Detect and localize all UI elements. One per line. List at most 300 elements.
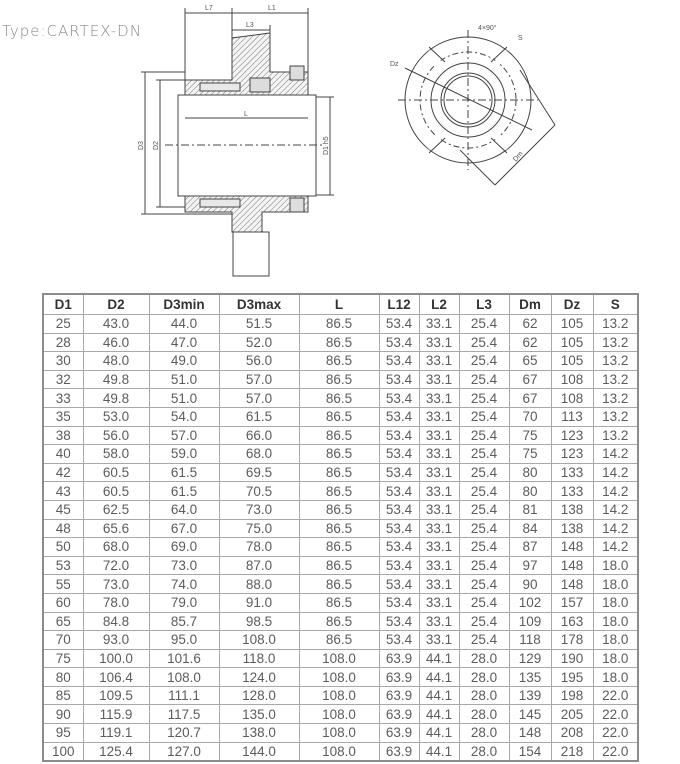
cell-dz: 133 bbox=[551, 482, 593, 501]
cell-dz: 138 bbox=[551, 519, 593, 538]
cell-d2: 46.0 bbox=[83, 333, 149, 352]
cell-l: 86.5 bbox=[299, 631, 379, 650]
cell-d3max: 52.0 bbox=[219, 333, 299, 352]
technical-drawing bbox=[0, 0, 680, 290]
table-row bbox=[43, 705, 638, 724]
cell-d3max: 128.0 bbox=[219, 686, 299, 705]
cell-l2: 44.1 bbox=[419, 649, 459, 668]
cell-d3min: 127.0 bbox=[149, 742, 219, 761]
cell-d3max: 91.0 bbox=[219, 593, 299, 612]
cell-d3max: 108.0 bbox=[219, 631, 299, 650]
cell-dz: 105 bbox=[551, 315, 593, 334]
cell-dz: 148 bbox=[551, 575, 593, 594]
cell-d3min: 51.0 bbox=[149, 389, 219, 408]
cell-d2: 68.0 bbox=[83, 538, 149, 557]
cell-l12: 53.4 bbox=[379, 352, 419, 371]
cell-l: 86.5 bbox=[299, 445, 379, 464]
cell-l12: 53.4 bbox=[379, 426, 419, 445]
cell-d3min: 44.0 bbox=[149, 315, 219, 334]
cell-d1: 80 bbox=[43, 668, 83, 687]
cell-l2: 33.1 bbox=[419, 315, 459, 334]
cell-d3max: 57.0 bbox=[219, 370, 299, 389]
cell-l: 86.5 bbox=[299, 538, 379, 557]
cell-d2: 65.6 bbox=[83, 519, 149, 538]
cell-d1: 28 bbox=[43, 333, 83, 352]
cell-l12: 53.4 bbox=[379, 445, 419, 464]
cell-l: 86.5 bbox=[299, 389, 379, 408]
cell-s: 22.0 bbox=[593, 705, 638, 724]
cell-l: 86.5 bbox=[299, 333, 379, 352]
column-header-dm: Dm bbox=[509, 294, 551, 315]
cell-dz: 105 bbox=[551, 352, 593, 371]
cell-d3max: 144.0 bbox=[219, 742, 299, 761]
cell-l12: 53.4 bbox=[379, 593, 419, 612]
angle-note-label: 4×90° bbox=[478, 25, 497, 32]
cell-d2: 72.0 bbox=[83, 556, 149, 575]
cell-d2: 60.5 bbox=[83, 482, 149, 501]
cell-dm: 118 bbox=[509, 631, 551, 650]
cell-d2: 84.8 bbox=[83, 612, 149, 631]
cell-d3min: 74.0 bbox=[149, 575, 219, 594]
cell-s: 18.0 bbox=[593, 593, 638, 612]
cell-d3min: 120.7 bbox=[149, 724, 219, 743]
cell-dz: 163 bbox=[551, 612, 593, 631]
cell-l12: 53.4 bbox=[379, 556, 419, 575]
table-row bbox=[43, 631, 638, 650]
cell-d1: 40 bbox=[43, 445, 83, 464]
cell-d1: 32 bbox=[43, 370, 83, 389]
cell-d2: 73.0 bbox=[83, 575, 149, 594]
section-view bbox=[141, 8, 334, 276]
cell-dm: 75 bbox=[509, 426, 551, 445]
cell-d3max: 73.0 bbox=[219, 500, 299, 519]
cell-l12: 63.9 bbox=[379, 668, 419, 687]
cell-dm: 154 bbox=[509, 742, 551, 761]
cell-dz: 208 bbox=[551, 724, 593, 743]
dim-l3-label: L3 bbox=[246, 22, 254, 29]
cell-dz: 148 bbox=[551, 556, 593, 575]
cell-d1: 30 bbox=[43, 352, 83, 371]
cell-l12: 53.4 bbox=[379, 519, 419, 538]
table-row bbox=[43, 686, 638, 705]
cell-dz: 138 bbox=[551, 500, 593, 519]
cell-l3: 25.4 bbox=[459, 519, 509, 538]
cell-dm: 87 bbox=[509, 538, 551, 557]
cell-d3max: 118.0 bbox=[219, 649, 299, 668]
cell-s: 18.0 bbox=[593, 556, 638, 575]
cell-d3max: 98.5 bbox=[219, 612, 299, 631]
cell-d2: 48.0 bbox=[83, 352, 149, 371]
cell-d2: 53.0 bbox=[83, 407, 149, 426]
table-row bbox=[43, 463, 638, 482]
cell-d2: 49.8 bbox=[83, 389, 149, 408]
column-header-l12: L12 bbox=[379, 294, 419, 315]
cell-d3min: 108.0 bbox=[149, 668, 219, 687]
cell-dz: 123 bbox=[551, 426, 593, 445]
cell-l: 108.0 bbox=[299, 724, 379, 743]
column-header-l: L bbox=[299, 294, 379, 315]
cell-d2: 106.4 bbox=[83, 668, 149, 687]
cell-dm: 90 bbox=[509, 575, 551, 594]
cell-l: 108.0 bbox=[299, 668, 379, 687]
cell-d2: 49.8 bbox=[83, 370, 149, 389]
cell-dm: 135 bbox=[509, 668, 551, 687]
cell-dm: 62 bbox=[509, 333, 551, 352]
cell-l3: 25.4 bbox=[459, 612, 509, 631]
cell-d3max: 66.0 bbox=[219, 426, 299, 445]
cell-d3min: 54.0 bbox=[149, 407, 219, 426]
column-header-d3max: D3max bbox=[219, 294, 299, 315]
cell-l3: 28.0 bbox=[459, 668, 509, 687]
cell-l2: 33.1 bbox=[419, 500, 459, 519]
cell-dz: 113 bbox=[551, 407, 593, 426]
cell-dm: 109 bbox=[509, 612, 551, 631]
cell-l: 108.0 bbox=[299, 742, 379, 761]
cell-dm: 75 bbox=[509, 445, 551, 464]
cell-s: 18.0 bbox=[593, 612, 638, 631]
cell-d1: 95 bbox=[43, 724, 83, 743]
cell-dz: 123 bbox=[551, 445, 593, 464]
cell-s: 14.2 bbox=[593, 445, 638, 464]
cell-d3min: 51.0 bbox=[149, 370, 219, 389]
dim-l-label: L bbox=[244, 111, 248, 118]
cell-l2: 33.1 bbox=[419, 445, 459, 464]
cell-l12: 53.4 bbox=[379, 463, 419, 482]
dim-d1-label: D1 h5 bbox=[323, 136, 330, 155]
cell-l12: 63.9 bbox=[379, 686, 419, 705]
cell-dm: 80 bbox=[509, 482, 551, 501]
column-header-d3min: D3min bbox=[149, 294, 219, 315]
table-row bbox=[43, 593, 638, 612]
cell-d3max: 61.5 bbox=[219, 407, 299, 426]
cell-d1: 43 bbox=[43, 482, 83, 501]
cell-l2: 33.1 bbox=[419, 556, 459, 575]
cell-d2: 115.9 bbox=[83, 705, 149, 724]
cell-d1: 90 bbox=[43, 705, 83, 724]
cell-l12: 63.9 bbox=[379, 705, 419, 724]
table-row bbox=[43, 538, 638, 557]
cell-l2: 33.1 bbox=[419, 407, 459, 426]
cell-l2: 44.1 bbox=[419, 724, 459, 743]
cell-s: 18.0 bbox=[593, 575, 638, 594]
cell-l: 86.5 bbox=[299, 315, 379, 334]
cell-l3: 25.4 bbox=[459, 315, 509, 334]
cell-l3: 25.4 bbox=[459, 482, 509, 501]
cell-s: 13.2 bbox=[593, 407, 638, 426]
cell-s: 22.0 bbox=[593, 742, 638, 761]
cell-d1: 50 bbox=[43, 538, 83, 557]
cell-l3: 28.0 bbox=[459, 649, 509, 668]
cell-d3min: 73.0 bbox=[149, 556, 219, 575]
cell-l2: 33.1 bbox=[419, 333, 459, 352]
cell-d2: 58.0 bbox=[83, 445, 149, 464]
dim-dz-label: Dz bbox=[390, 61, 399, 68]
cell-d2: 100.0 bbox=[83, 649, 149, 668]
cell-d3min: 67.0 bbox=[149, 519, 219, 538]
cell-d2: 93.0 bbox=[83, 631, 149, 650]
cell-d3min: 101.6 bbox=[149, 649, 219, 668]
cell-d3min: 61.5 bbox=[149, 482, 219, 501]
table-row bbox=[43, 445, 638, 464]
cell-d3max: 87.0 bbox=[219, 556, 299, 575]
cell-dm: 97 bbox=[509, 556, 551, 575]
table-row bbox=[43, 724, 638, 743]
table-row bbox=[43, 519, 638, 538]
cell-d2: 56.0 bbox=[83, 426, 149, 445]
cell-s: 13.2 bbox=[593, 370, 638, 389]
cell-l3: 28.0 bbox=[459, 705, 509, 724]
cell-l12: 53.4 bbox=[379, 575, 419, 594]
dimension-table bbox=[42, 293, 639, 762]
cell-l3: 25.4 bbox=[459, 593, 509, 612]
cell-dm: 65 bbox=[509, 352, 551, 371]
cell-s: 22.0 bbox=[593, 686, 638, 705]
cell-l: 86.5 bbox=[299, 556, 379, 575]
cell-s: 13.2 bbox=[593, 426, 638, 445]
cell-l2: 33.1 bbox=[419, 463, 459, 482]
cell-l3: 28.0 bbox=[459, 686, 509, 705]
cell-l3: 25.4 bbox=[459, 352, 509, 371]
cell-l2: 33.1 bbox=[419, 575, 459, 594]
table-row bbox=[43, 668, 638, 687]
cell-l3: 25.4 bbox=[459, 445, 509, 464]
cell-l3: 25.4 bbox=[459, 556, 509, 575]
cell-l2: 33.1 bbox=[419, 352, 459, 371]
cell-d2: 119.1 bbox=[83, 724, 149, 743]
cell-l: 86.5 bbox=[299, 482, 379, 501]
cell-dz: 218 bbox=[551, 742, 593, 761]
cell-l3: 25.4 bbox=[459, 538, 509, 557]
cell-l: 108.0 bbox=[299, 686, 379, 705]
cell-l12: 53.4 bbox=[379, 370, 419, 389]
cell-d3min: 85.7 bbox=[149, 612, 219, 631]
cell-d1: 100 bbox=[43, 742, 83, 761]
cell-s: 14.2 bbox=[593, 538, 638, 557]
cell-dz: 178 bbox=[551, 631, 593, 650]
cell-d3max: 68.0 bbox=[219, 445, 299, 464]
cell-d3min: 47.0 bbox=[149, 333, 219, 352]
cell-dm: 129 bbox=[509, 649, 551, 668]
cell-l: 108.0 bbox=[299, 705, 379, 724]
cell-dz: 105 bbox=[551, 333, 593, 352]
cell-d1: 85 bbox=[43, 686, 83, 705]
cell-d1: 65 bbox=[43, 612, 83, 631]
table-row bbox=[43, 500, 638, 519]
table-body bbox=[43, 315, 638, 762]
cell-l2: 44.1 bbox=[419, 742, 459, 761]
cell-s: 13.2 bbox=[593, 333, 638, 352]
cell-l12: 53.4 bbox=[379, 482, 419, 501]
cell-dz: 148 bbox=[551, 538, 593, 557]
cell-l12: 53.4 bbox=[379, 407, 419, 426]
cell-l12: 53.4 bbox=[379, 538, 419, 557]
table-row bbox=[43, 315, 638, 334]
cell-s: 14.2 bbox=[593, 482, 638, 501]
column-header-d2: D2 bbox=[83, 294, 149, 315]
cell-s: 18.0 bbox=[593, 668, 638, 687]
cell-d1: 35 bbox=[43, 407, 83, 426]
cell-l12: 53.4 bbox=[379, 612, 419, 631]
table-row bbox=[43, 649, 638, 668]
cell-l: 86.5 bbox=[299, 519, 379, 538]
cell-dz: 133 bbox=[551, 463, 593, 482]
cell-d3min: 79.0 bbox=[149, 593, 219, 612]
cell-d3max: 88.0 bbox=[219, 575, 299, 594]
cell-dm: 81 bbox=[509, 500, 551, 519]
cell-d3max: 56.0 bbox=[219, 352, 299, 371]
cell-d3min: 61.5 bbox=[149, 463, 219, 482]
cell-s: 14.2 bbox=[593, 500, 638, 519]
cell-l12: 53.4 bbox=[379, 389, 419, 408]
cell-d1: 75 bbox=[43, 649, 83, 668]
cell-d3max: 69.5 bbox=[219, 463, 299, 482]
cell-l2: 44.1 bbox=[419, 705, 459, 724]
table-row bbox=[43, 575, 638, 594]
cell-d3min: 95.0 bbox=[149, 631, 219, 650]
cell-dm: 67 bbox=[509, 389, 551, 408]
cell-d3max: 135.0 bbox=[219, 705, 299, 724]
table-row bbox=[43, 556, 638, 575]
cell-d1: 33 bbox=[43, 389, 83, 408]
cell-l3: 28.0 bbox=[459, 742, 509, 761]
cell-l: 86.5 bbox=[299, 612, 379, 631]
cell-dz: 195 bbox=[551, 668, 593, 687]
cell-d2: 43.0 bbox=[83, 315, 149, 334]
cell-dm: 67 bbox=[509, 370, 551, 389]
cell-dz: 205 bbox=[551, 705, 593, 724]
cell-s: 18.0 bbox=[593, 631, 638, 650]
cell-dz: 108 bbox=[551, 370, 593, 389]
cell-dz: 157 bbox=[551, 593, 593, 612]
cell-d1: 55 bbox=[43, 575, 83, 594]
cell-s: 14.2 bbox=[593, 519, 638, 538]
cell-l3: 25.4 bbox=[459, 370, 509, 389]
cell-dm: 62 bbox=[509, 315, 551, 334]
dim-s-label: S bbox=[518, 35, 523, 42]
column-header-s: S bbox=[593, 294, 638, 315]
dim-l7-label: L7 bbox=[205, 5, 213, 12]
product-type-title: Type:CARTEX-DN bbox=[2, 22, 142, 40]
cell-s: 18.0 bbox=[593, 649, 638, 668]
cell-s: 13.2 bbox=[593, 315, 638, 334]
cell-d3min: 111.1 bbox=[149, 686, 219, 705]
cell-l3: 25.4 bbox=[459, 389, 509, 408]
cell-l2: 33.1 bbox=[419, 482, 459, 501]
cell-d1: 53 bbox=[43, 556, 83, 575]
cell-l12: 63.9 bbox=[379, 649, 419, 668]
cell-l2: 33.1 bbox=[419, 389, 459, 408]
cell-dz: 190 bbox=[551, 649, 593, 668]
cell-d3min: 117.5 bbox=[149, 705, 219, 724]
cell-dm: 70 bbox=[509, 407, 551, 426]
cell-dm: 148 bbox=[509, 724, 551, 743]
table-row bbox=[43, 612, 638, 631]
cell-l2: 33.1 bbox=[419, 593, 459, 612]
cell-d1: 25 bbox=[43, 315, 83, 334]
cell-l12: 63.9 bbox=[379, 724, 419, 743]
cell-l3: 25.4 bbox=[459, 631, 509, 650]
dim-dm-label: Dm bbox=[512, 150, 525, 164]
cell-l3: 25.4 bbox=[459, 575, 509, 594]
cell-d1: 70 bbox=[43, 631, 83, 650]
column-header-dz: Dz bbox=[551, 294, 593, 315]
cell-d2: 62.5 bbox=[83, 500, 149, 519]
cell-l2: 33.1 bbox=[419, 538, 459, 557]
cell-s: 14.2 bbox=[593, 463, 638, 482]
cell-l3: 25.4 bbox=[459, 407, 509, 426]
cell-l2: 33.1 bbox=[419, 370, 459, 389]
cell-s: 13.2 bbox=[593, 352, 638, 371]
cell-l: 86.5 bbox=[299, 593, 379, 612]
column-header-l3: L3 bbox=[459, 294, 509, 315]
cell-l2: 33.1 bbox=[419, 519, 459, 538]
table-row bbox=[43, 482, 638, 501]
cell-d3min: 57.0 bbox=[149, 426, 219, 445]
cell-d2: 78.0 bbox=[83, 593, 149, 612]
cell-d3max: 51.5 bbox=[219, 315, 299, 334]
cell-l2: 33.1 bbox=[419, 631, 459, 650]
cell-l: 86.5 bbox=[299, 463, 379, 482]
cell-l3: 25.4 bbox=[459, 500, 509, 519]
cell-l12: 53.4 bbox=[379, 333, 419, 352]
cell-l: 86.5 bbox=[299, 407, 379, 426]
cell-l3: 25.4 bbox=[459, 426, 509, 445]
front-view bbox=[398, 30, 555, 185]
cell-d3min: 59.0 bbox=[149, 445, 219, 464]
table-row bbox=[43, 352, 638, 371]
dim-l1-label: L1 bbox=[268, 5, 276, 12]
cell-l: 86.5 bbox=[299, 370, 379, 389]
cell-d2: 125.4 bbox=[83, 742, 149, 761]
cell-l12: 63.9 bbox=[379, 742, 419, 761]
dim-d2-label: D2 bbox=[153, 141, 160, 150]
cell-l2: 44.1 bbox=[419, 686, 459, 705]
table-header-row bbox=[43, 294, 638, 315]
table-row bbox=[43, 407, 638, 426]
cell-l12: 53.4 bbox=[379, 500, 419, 519]
cell-dz: 108 bbox=[551, 389, 593, 408]
cell-d3max: 70.5 bbox=[219, 482, 299, 501]
cell-d3max: 78.0 bbox=[219, 538, 299, 557]
cell-l3: 25.4 bbox=[459, 463, 509, 482]
cell-d3min: 64.0 bbox=[149, 500, 219, 519]
table-row bbox=[43, 370, 638, 389]
table-row bbox=[43, 742, 638, 761]
cell-d2: 109.5 bbox=[83, 686, 149, 705]
cell-l: 108.0 bbox=[299, 649, 379, 668]
column-header-d1: D1 bbox=[43, 294, 83, 315]
cell-l: 86.5 bbox=[299, 575, 379, 594]
cell-d1: 48 bbox=[43, 519, 83, 538]
cell-l3: 25.4 bbox=[459, 333, 509, 352]
cell-l2: 33.1 bbox=[419, 612, 459, 631]
cell-dz: 198 bbox=[551, 686, 593, 705]
cell-d3max: 57.0 bbox=[219, 389, 299, 408]
cell-d3max: 75.0 bbox=[219, 519, 299, 538]
cell-d1: 45 bbox=[43, 500, 83, 519]
cell-s: 13.2 bbox=[593, 389, 638, 408]
cell-dm: 102 bbox=[509, 593, 551, 612]
cell-d3max: 138.0 bbox=[219, 724, 299, 743]
cell-l2: 33.1 bbox=[419, 426, 459, 445]
cell-l12: 53.4 bbox=[379, 315, 419, 334]
cell-d1: 42 bbox=[43, 463, 83, 482]
cell-l: 86.5 bbox=[299, 352, 379, 371]
column-header-l2: L2 bbox=[419, 294, 459, 315]
cell-d1: 60 bbox=[43, 593, 83, 612]
cell-dm: 80 bbox=[509, 463, 551, 482]
cell-l: 86.5 bbox=[299, 426, 379, 445]
